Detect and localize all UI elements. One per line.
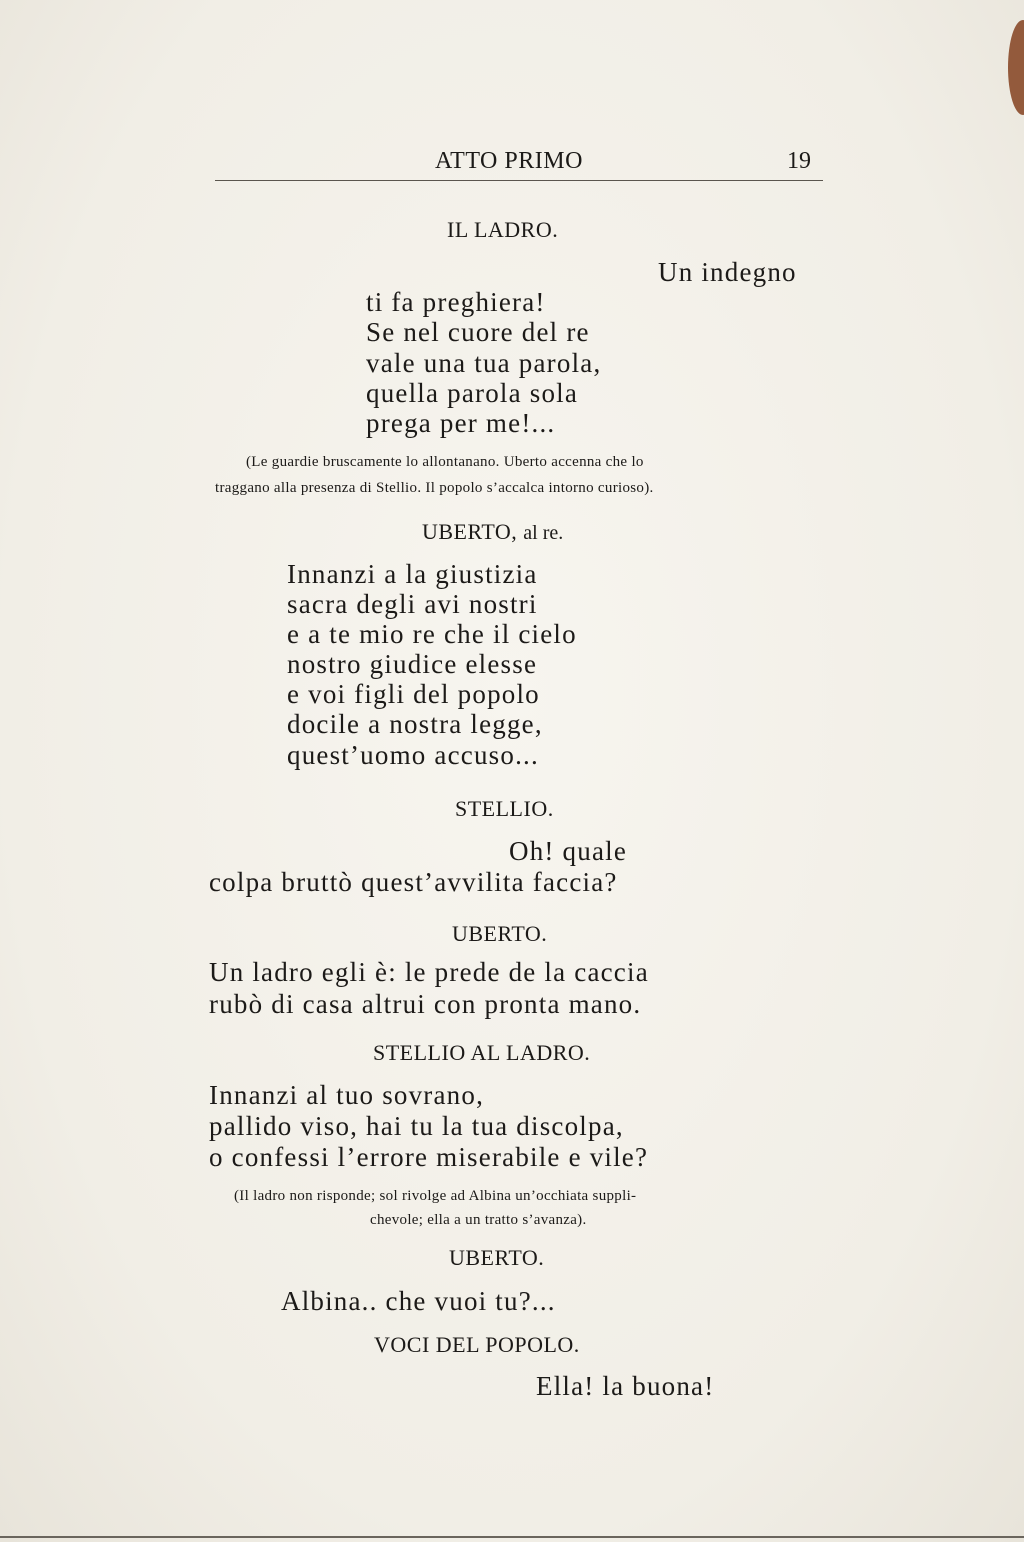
running-head: ATTO PRIMO <box>435 148 583 174</box>
speaker-il-ladro: IL LADRO. <box>447 217 559 242</box>
bottom-edge <box>0 1536 1024 1538</box>
verse-line: Se nel cuore del re <box>366 317 590 347</box>
verse-line: vale una tua parola, <box>366 348 602 378</box>
verse-line: colpa bruttò quest’avvilita faccia? <box>209 867 618 897</box>
stage-direction: (Il ladro non risponde; sol rivolge ad Albina un’occhiata suppli- <box>234 1188 637 1204</box>
verse-line: Un ladro egli è: le prede de la caccia <box>209 957 649 987</box>
verse-line: Innanzi a la giustizia <box>287 559 538 589</box>
verse-line: Innanzi al tuo sovrano, <box>209 1080 485 1110</box>
verse-line: sacra degli avi nostri <box>287 589 538 619</box>
stage-direction: chevole; ella a un tratto s’avanza). <box>370 1212 587 1228</box>
verse-line: quest’uomo accuso... <box>287 740 539 770</box>
verse-line: ti fa preghiera! <box>366 287 546 317</box>
verse-line: prega per me!... <box>366 408 556 438</box>
page-number: 19 <box>787 148 811 174</box>
speaker-uberto <box>422 519 563 545</box>
verse-line: e voi figli del popolo <box>287 679 540 709</box>
verse-line: Un indegno <box>658 257 797 287</box>
verse-line: nostro giudice elesse <box>287 649 538 679</box>
verse-line: quella parola sola <box>366 378 579 408</box>
verse-line: Ella! la buona! <box>536 1371 715 1401</box>
verse-line: pallido viso, hai tu la tua discolpa, <box>209 1111 624 1141</box>
verse-line: Oh! quale <box>509 836 628 866</box>
page-edge-mark <box>1008 20 1024 115</box>
speaker-name: UBERTO, <box>422 519 518 544</box>
verse-line: Albina.. che vuoi tu?... <box>281 1286 556 1316</box>
verse-line: docile a nostra legge, <box>287 709 543 739</box>
speaker-uberto: UBERTO. <box>449 1245 545 1270</box>
stage-direction: traggano alla presenza di Stellio. Il popolo s’accalca intorno curioso). <box>215 480 654 496</box>
page-header <box>215 148 823 181</box>
speaker-aside: al re. <box>523 522 564 544</box>
speaker-voci-del-popolo: VOCI DEL POPOLO. <box>374 1332 580 1357</box>
stage-direction: (Le guardie bruscamente lo allontanano. Uberto accenna che lo <box>246 454 644 470</box>
verse-line: o confessi l’errore miserabile e vile? <box>209 1142 649 1172</box>
speaker-stellio: STELLIO. <box>455 796 554 821</box>
verse-line: e a te mio re che il cielo <box>287 619 577 649</box>
verse-line: rubò di casa altrui con pronta mano. <box>209 989 642 1019</box>
speaker-stellio-al-ladro: STELLIO AL LADRO. <box>373 1040 591 1065</box>
speaker-uberto: UBERTO. <box>452 921 548 946</box>
